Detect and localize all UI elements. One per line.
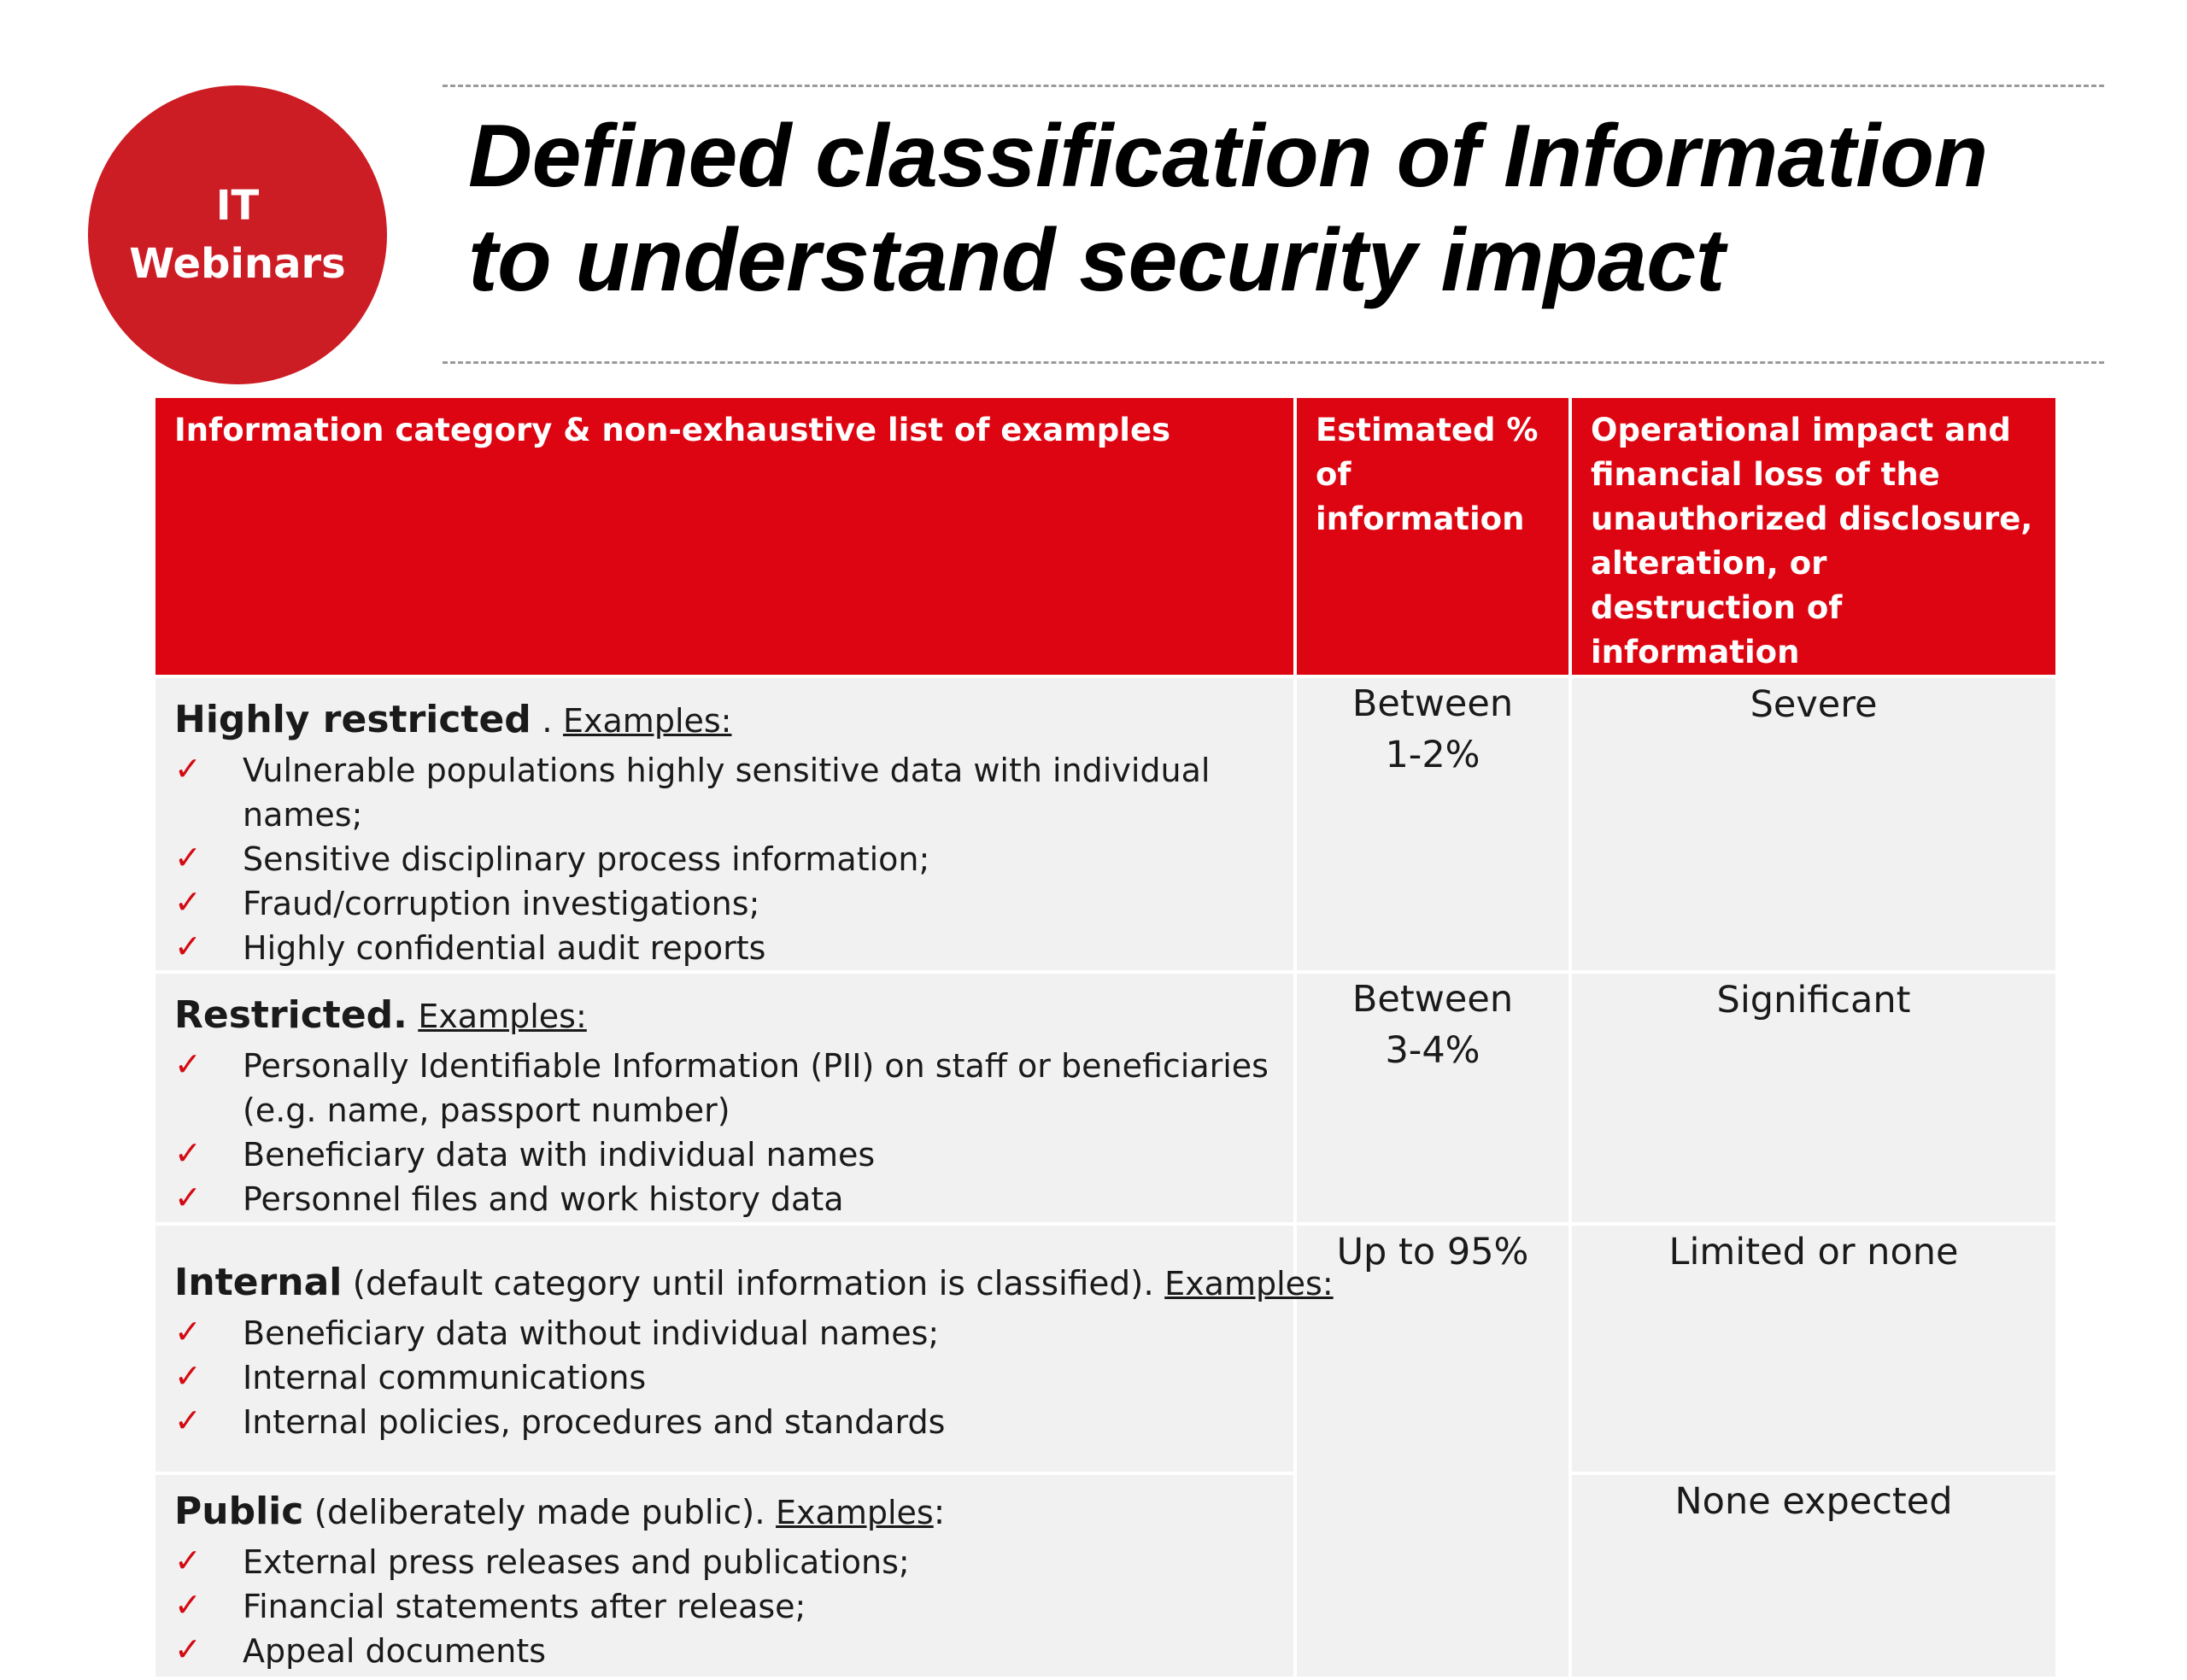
category-heading bbox=[174, 697, 1276, 745]
examples-label: Examples: bbox=[1164, 1265, 1334, 1302]
checkmark-icon: ✓ bbox=[174, 1134, 202, 1172]
checkmark-icon: ✓ bbox=[174, 750, 202, 787]
list-item bbox=[174, 1540, 1276, 1584]
list-item bbox=[174, 1629, 1276, 1673]
checkmark-icon: ✓ bbox=[174, 1586, 202, 1624]
list-item-text: Sensitive disciplinary process information; bbox=[243, 840, 930, 878]
examples-label: Examples bbox=[776, 1494, 934, 1531]
estimate-cell-restricted: Between 3-4% bbox=[1295, 972, 1570, 1224]
table-row bbox=[154, 1473, 2057, 1678]
category-heading bbox=[174, 1489, 1276, 1537]
list-item bbox=[174, 1584, 1276, 1629]
list-item bbox=[174, 1311, 1276, 1355]
list-item bbox=[174, 1177, 1276, 1221]
checkmark-icon: ✓ bbox=[174, 1402, 202, 1439]
category-cell-public bbox=[154, 1473, 1295, 1678]
list-item-text: Personnel files and work history data bbox=[243, 1180, 844, 1218]
category-note bbox=[407, 998, 418, 1036]
examples-list bbox=[174, 1311, 1276, 1444]
examples-list bbox=[174, 748, 1276, 970]
impact-cell-highly-restricted: Severe bbox=[1570, 676, 2057, 972]
impact-cell-public: None expected bbox=[1570, 1473, 2057, 1678]
page-title: Defined classification of Information to understand security impact bbox=[468, 107, 1988, 310]
list-item-text: Personally Identifiable Information (PII) on staff or beneficiaries (e.g. name, passport number) bbox=[243, 1047, 1269, 1129]
checkmark-icon: ✓ bbox=[174, 1179, 202, 1216]
category-name: Public bbox=[174, 1490, 304, 1533]
list-item bbox=[174, 1044, 1276, 1133]
estimate-cell-internal-public: Up to 95% bbox=[1295, 1224, 1570, 1678]
list-item-text: External press releases and publications; bbox=[243, 1543, 910, 1581]
list-item-text: Beneficiary data without individual names; bbox=[243, 1314, 940, 1352]
header-impact: Operational impact and financial loss of the unauthorized disclosure, alteration, or destruction of information bbox=[1570, 396, 2057, 676]
list-item bbox=[174, 1355, 1276, 1400]
category-cell-highly-restricted bbox=[154, 676, 1295, 972]
category-cell-internal bbox=[154, 1224, 1334, 1473]
impact-cell-internal: Limited or none bbox=[1570, 1224, 2057, 1473]
table-header-row bbox=[154, 396, 2057, 676]
checkmark-icon: ✓ bbox=[174, 1045, 202, 1083]
category-note: (deliberately made public). bbox=[303, 1494, 777, 1532]
list-item-text: Highly confidential audit reports bbox=[243, 929, 766, 967]
impact-cell-restricted: Significant bbox=[1570, 972, 2057, 1224]
checkmark-icon: ✓ bbox=[174, 1357, 202, 1395]
list-item-text: Internal policies, procedures and standards bbox=[243, 1403, 946, 1441]
checkmark-icon: ✓ bbox=[174, 1630, 202, 1668]
table-row bbox=[154, 972, 2057, 1224]
category-heading bbox=[174, 992, 1276, 1040]
list-item-text: Vulnerable populations highly sensitive data with individual names; bbox=[243, 752, 1211, 834]
examples-list bbox=[174, 1044, 1276, 1221]
checkmark-icon: ✓ bbox=[174, 1313, 202, 1350]
examples-label: Examples: bbox=[563, 702, 732, 740]
table-row bbox=[154, 676, 2057, 972]
list-item bbox=[174, 748, 1276, 837]
checkmark-icon: ✓ bbox=[174, 839, 202, 876]
list-item bbox=[174, 1400, 1276, 1444]
classification-table bbox=[152, 395, 2059, 1680]
category-name: Restricted. bbox=[174, 993, 407, 1037]
logo-line-1: IT bbox=[215, 182, 260, 230]
category-heading bbox=[174, 1260, 1334, 1308]
category-name: Highly restricted bbox=[174, 698, 531, 741]
list-item bbox=[174, 926, 1276, 970]
list-item-text: Fraud/corruption investigations; bbox=[243, 885, 760, 922]
list-item-text: Financial statements after release; bbox=[243, 1588, 806, 1625]
checkmark-icon: ✓ bbox=[174, 883, 202, 921]
examples-list bbox=[174, 1540, 1276, 1673]
category-note: (default category until information is classified). bbox=[342, 1265, 1165, 1303]
table-row bbox=[154, 1224, 2057, 1473]
list-item-text: Appeal documents bbox=[243, 1632, 547, 1670]
examples-label: Examples: bbox=[418, 998, 587, 1035]
header-category: Information category & non-exhaustive list of examples bbox=[154, 396, 1295, 676]
list-item bbox=[174, 837, 1276, 881]
category-name: Internal bbox=[174, 1261, 343, 1304]
it-webinars-logo bbox=[88, 85, 387, 384]
list-item-text: Internal communications bbox=[243, 1359, 647, 1396]
category-cell-restricted bbox=[154, 972, 1295, 1224]
checkmark-icon: ✓ bbox=[174, 1542, 202, 1579]
list-item-text: Beneficiary data with individual names bbox=[243, 1136, 876, 1174]
estimate-cell-highly-restricted: Between 1-2% bbox=[1295, 676, 1570, 972]
examples-suffix: : bbox=[933, 1493, 946, 1532]
checkmark-icon: ✓ bbox=[174, 928, 202, 965]
title-top-divider bbox=[443, 85, 2104, 87]
list-item bbox=[174, 881, 1276, 926]
header-estimate: Estimated % of information bbox=[1295, 396, 1570, 676]
logo-line-2: Webinars bbox=[129, 240, 346, 288]
title-bottom-divider bbox=[443, 361, 2104, 364]
category-note: . bbox=[531, 702, 564, 740]
list-item bbox=[174, 1133, 1276, 1177]
